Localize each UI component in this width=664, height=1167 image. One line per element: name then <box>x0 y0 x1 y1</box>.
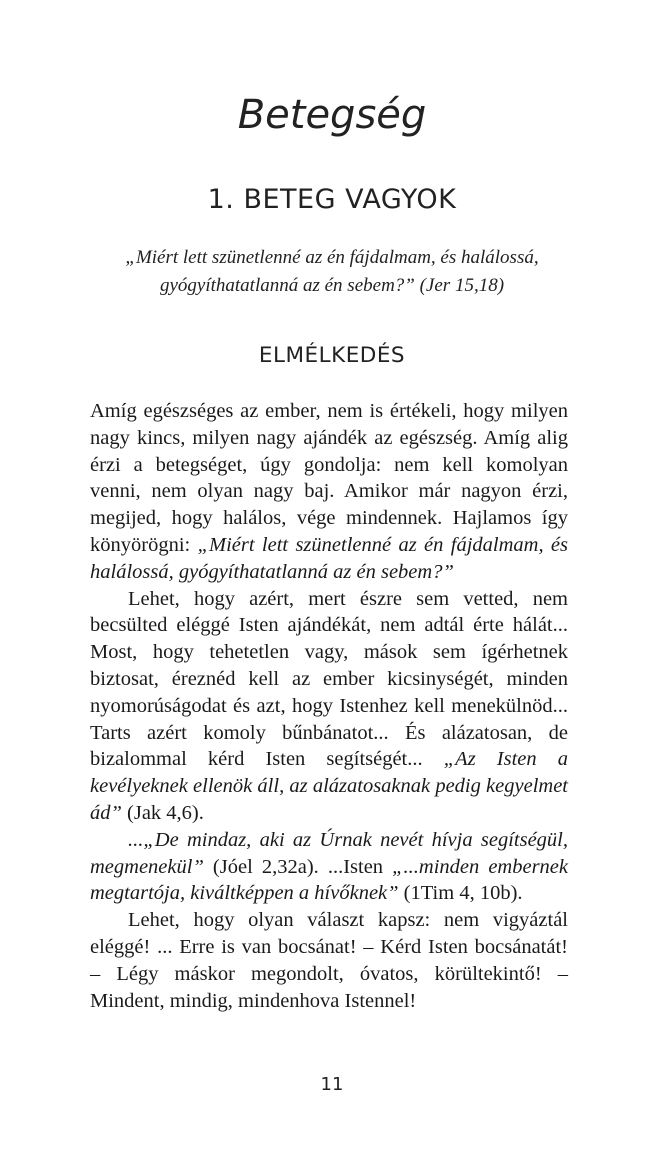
page-number: 11 <box>320 1074 344 1095</box>
paragraph-4 <box>90 907 568 1014</box>
paragraph-2-quote: „Az Isten a kevélyeknek ellenök áll, az alázatosaknak pedig kegyelmet ád” <box>90 748 569 824</box>
paragraph-3-ref-1: (Jóel 2,32a). ...Isten <box>203 855 393 878</box>
paragraph-3-lead: ... <box>128 828 144 851</box>
paragraph-1-text: Amíg egészséges az ember, nem is értékeli, hogy milyen nagy kincs, milyen nagy ajándék az egészség. Amíg alig érzi a betegséget, úgy gondolja: nem kell komolyan venni, nem olyan nagy baj. Amikor már nagyon érzi, megijed, hogy halálos, vége mindennek. Hajlamos így könyörögni: <box>90 400 568 556</box>
paragraph-1 <box>90 398 568 586</box>
paragraph-3-ref-2: (1Tim 4, 10b). <box>398 882 523 905</box>
motto <box>88 244 576 300</box>
paragraph-3-quote-1: „De mindaz, aki az Úrnak nevét hívja segítségül, megmenekül” <box>90 828 568 878</box>
paragraph-2-text: Lehet, hogy azért, mert észre sem vetted, nem becsülted eléggé Isten ajándékát, nem adtál érte hálát... Most, hogy tehetetlen vagy, mások sem ígérhetnek biztosat, éreznéd kell az ember kicsinységét, minden nyomorúságodat és azt, hogy Istenhez kell menekülnöd... Tarts azért komoly bűnbánatot... És alázatosan, de bizalommal kérd Isten segítségét... <box>90 587 568 771</box>
subsection-title: ELMÉLKEDÉS <box>258 343 406 368</box>
motto-quote: „Miért lett szünetlenné az én fájdalmam, és halálossá, gyógyíthatatlanná az én sebem?” <box>125 247 539 296</box>
body-text <box>90 398 568 1014</box>
chapter-title: Betegség <box>237 92 427 138</box>
paragraph-2 <box>90 586 568 827</box>
paragraph-3-quote-2: „...minden embernek megtartója, kiváltképpen a hívőknek” <box>90 855 568 905</box>
paragraph-4-text: Lehet, hogy olyan választ kapsz: nem vigyáztál eléggé! ... Erre is van bocsánat! – Kérd Isten bocsánatát! – Légy máskor megondolt, óvatos, körültekintő! – Mindent, mindig, mindenhova Istennel! <box>90 909 568 1012</box>
paragraph-1-quote: „Miért lett szünetlenné az én fájdalmam, és halálossá, gyógyíthatatlanná az én sebem?” <box>90 533 569 583</box>
section-title: 1. BETEG VAGYOK <box>207 184 457 215</box>
paragraph-2-ref: (Jak 4,6). <box>121 801 204 824</box>
paragraph-3 <box>90 827 568 907</box>
motto-reference: (Jer 15,18) <box>419 275 505 296</box>
